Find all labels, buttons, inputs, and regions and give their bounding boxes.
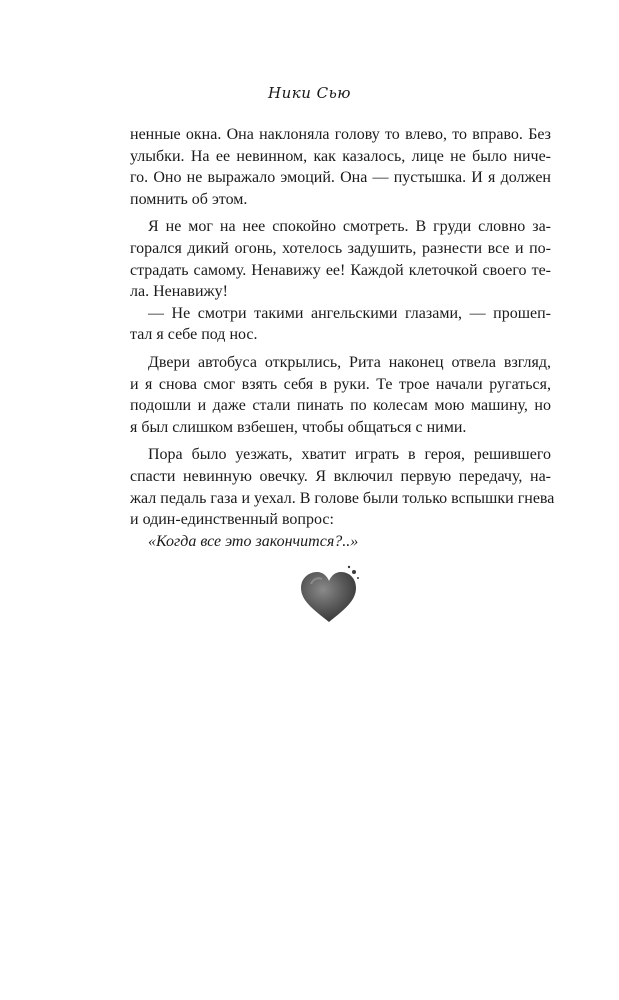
text-line: — Не смотри такими ангельскими глазами, — прошеп-: [148, 304, 551, 322]
text-line: я был слишком взбешен, чтобы общаться с ними.: [130, 418, 467, 436]
text-line: и один-единственный вопрос:: [130, 511, 334, 529]
text-line: горался дикий огонь, хотелось задушить, разнести все и по-: [130, 239, 551, 257]
text-line: ла. Ненавижу!: [130, 283, 228, 301]
text-line: и я снова смог взять себя в руки. Те трое начали ругаться,: [130, 375, 551, 393]
text-line: ненные окна. Она наклоняла голову то влево, то вправо. Без: [130, 126, 551, 143]
heart-icon: [293, 560, 365, 632]
text-line: Я не мог на нее спокойно смотреть. В груди словно за-: [148, 218, 551, 236]
text-line: Двери автобуса открылись, Рита наконец отвела взгляд,: [148, 353, 551, 371]
text-line: тал я себе под нос.: [130, 326, 258, 344]
text-line: спасти невинную овечку. Я включил первую передачу, на-: [130, 467, 551, 485]
text-line: улыбки. На ее невинном, как казалось, лице не было ниче-: [130, 147, 551, 165]
text-line: жал педаль газа и уехал. В голове были только вспышки гнева: [130, 489, 555, 507]
text-line: подошли и даже стали пинать по колесам мою машину, но: [130, 397, 551, 415]
running-head-author: Ники Сью: [268, 84, 351, 102]
text-line: помнить об этом.: [130, 190, 248, 208]
text-line: Пора было уезжать, хватит играть в героя, решившего: [148, 446, 551, 464]
body-text: [130, 124, 555, 552]
heart-ornament: [293, 560, 365, 632]
quote-line: «Когда все это закончится?..»: [148, 532, 359, 550]
text-line: страдать самому. Ненавижу ее! Каждой клеточкой своего те-: [130, 261, 551, 279]
text-line: го. Оно не выражало эмоций. Она — пустышка. И я должен: [130, 169, 551, 187]
